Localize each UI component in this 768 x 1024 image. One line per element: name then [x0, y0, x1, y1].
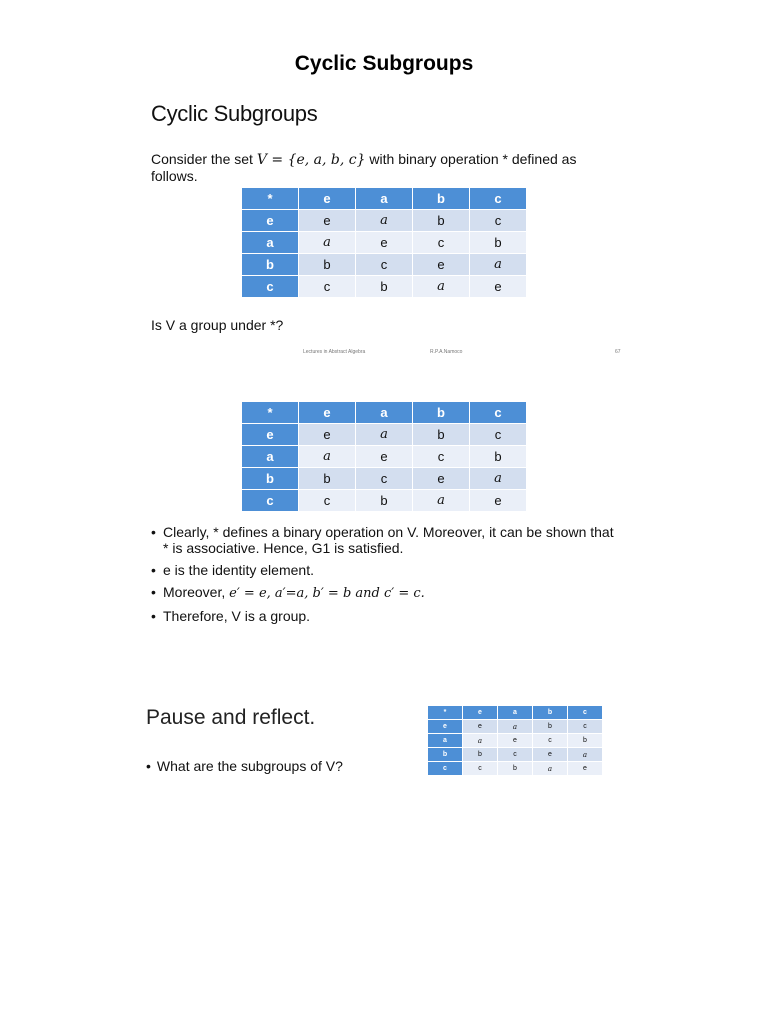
table-cell: a: [568, 748, 602, 761]
table-cell: e: [470, 490, 526, 511]
slide-title: Cyclic Subgroups: [151, 101, 318, 126]
table-cell: e: [413, 468, 469, 489]
table-cell: a: [470, 254, 526, 275]
table-cell: a: [356, 210, 412, 231]
bullet-text: What are the subgroups of V?: [156, 758, 343, 774]
table-cell: b: [413, 210, 469, 231]
header-cell: b: [533, 706, 567, 719]
table-cell: e: [299, 424, 355, 445]
table-header-row: [428, 706, 602, 719]
intro-text-after: with binary operation * defined as follows.: [151, 151, 577, 184]
header-cell: a: [356, 188, 412, 209]
bullet-text: e is the identity element.: [163, 562, 314, 578]
set-definition: V = {e, a, b, c}: [256, 152, 366, 168]
header-cell: *: [242, 402, 298, 423]
table-row: [428, 748, 602, 761]
table-header-row: [242, 402, 526, 423]
cayley-table-2: [241, 401, 527, 512]
header-cell: c: [470, 188, 526, 209]
header-cell: a: [498, 706, 532, 719]
table-cell: b: [299, 468, 355, 489]
footer-center: R.P.A.Namoco: [430, 349, 463, 355]
question-text: Is V a group under *?: [151, 317, 284, 333]
intro-text-before: Consider the set: [151, 151, 257, 167]
table-cell: b: [413, 424, 469, 445]
header-cell: *: [242, 188, 298, 209]
bullet-text: Clearly, * defines a binary operation on V. Moreover, it can be shown that * is associative. Hence, G1 is satisfied.: [163, 524, 614, 556]
table-cell: e: [498, 734, 532, 747]
bullet-marker: •: [151, 584, 156, 600]
table-cell: a: [299, 232, 355, 253]
header-cell: e: [299, 188, 355, 209]
header-cell: c: [470, 402, 526, 423]
bullet-marker: •: [151, 524, 156, 540]
table-cell: c: [463, 762, 497, 775]
row-header-cell: a: [242, 232, 298, 253]
table-cell: e: [568, 762, 602, 775]
table-row: [242, 276, 526, 297]
bullet-inverses: [151, 584, 621, 602]
row-header-cell: e: [242, 424, 298, 445]
table-cell: e: [356, 446, 412, 467]
reflect-title: Pause and reflect.: [146, 706, 316, 729]
header-cell: e: [299, 402, 355, 423]
table-cell: c: [356, 468, 412, 489]
table-cell: a: [299, 446, 355, 467]
table-row: [242, 424, 526, 445]
table-cell: a: [413, 276, 469, 297]
header-cell: b: [413, 188, 469, 209]
table-header-row: [242, 188, 526, 209]
table-cell: e: [299, 210, 355, 231]
header-cell: b: [413, 402, 469, 423]
table-cell: e: [413, 254, 469, 275]
table-cell: e: [356, 232, 412, 253]
bullet-list: [151, 524, 621, 630]
cayley-table-1: [241, 187, 527, 298]
table-cell: c: [568, 720, 602, 733]
table-cell: b: [356, 276, 412, 297]
bullet-text: Moreover,: [163, 584, 230, 600]
table-cell: a: [533, 762, 567, 775]
footer-page-number: 67: [615, 349, 621, 355]
table-cell: a: [463, 734, 497, 747]
bullet-marker: •: [146, 758, 151, 774]
table-cell: b: [568, 734, 602, 747]
table-cell: b: [470, 446, 526, 467]
row-header-cell: b: [242, 468, 298, 489]
table-cell: c: [299, 490, 355, 511]
table-cell: b: [299, 254, 355, 275]
table-cell: c: [413, 232, 469, 253]
table-cell: c: [533, 734, 567, 747]
bullet-associative: [151, 524, 621, 556]
header-cell: c: [568, 706, 602, 719]
header-cell: *: [428, 706, 462, 719]
table-cell: e: [533, 748, 567, 761]
footer-left: Lectures in Abstract Algebra: [303, 349, 366, 355]
bullet-marker: •: [151, 608, 156, 624]
table-row: [428, 762, 602, 775]
row-header-cell: b: [428, 748, 462, 761]
table-cell: a: [356, 424, 412, 445]
header-cell: a: [356, 402, 412, 423]
table-row: [242, 468, 526, 489]
row-header-cell: b: [242, 254, 298, 275]
row-header-cell: a: [428, 734, 462, 747]
inverse-elements: e′ = e, a′=a, b′ = b and c′ = c.: [229, 586, 425, 601]
table-cell: a: [498, 720, 532, 733]
table-row: [428, 720, 602, 733]
table-row: [428, 734, 602, 747]
row-header-cell: c: [428, 762, 462, 775]
row-header-cell: c: [242, 490, 298, 511]
header-cell: e: [463, 706, 497, 719]
row-header-cell: c: [242, 276, 298, 297]
table-row: [242, 232, 526, 253]
bullet-identity: [151, 562, 621, 578]
table-cell: e: [463, 720, 497, 733]
table-cell: c: [470, 210, 526, 231]
table-cell: b: [498, 762, 532, 775]
table-cell: b: [533, 720, 567, 733]
table-cell: c: [356, 254, 412, 275]
table-row: [242, 254, 526, 275]
table-cell: c: [299, 276, 355, 297]
table-cell: b: [470, 232, 526, 253]
table-cell: c: [470, 424, 526, 445]
table-row: [242, 210, 526, 231]
table-cell: a: [470, 468, 526, 489]
intro-text: [151, 151, 621, 184]
bullet-conclusion: [151, 608, 621, 624]
table-cell: c: [413, 446, 469, 467]
bullet-marker: •: [151, 562, 156, 578]
table-row: [242, 490, 526, 511]
row-header-cell: e: [428, 720, 462, 733]
reflect-question: [146, 758, 343, 774]
table-cell: e: [470, 276, 526, 297]
bullet-text: Therefore, V is a group.: [163, 608, 311, 624]
table-cell: c: [498, 748, 532, 761]
page-title: Cyclic Subgroups: [294, 52, 474, 75]
row-header-cell: a: [242, 446, 298, 467]
table-cell: b: [356, 490, 412, 511]
row-header-cell: e: [242, 210, 298, 231]
table-cell: b: [463, 748, 497, 761]
table-cell: a: [413, 490, 469, 511]
cayley-table-3: [427, 705, 603, 776]
table-row: [242, 446, 526, 467]
